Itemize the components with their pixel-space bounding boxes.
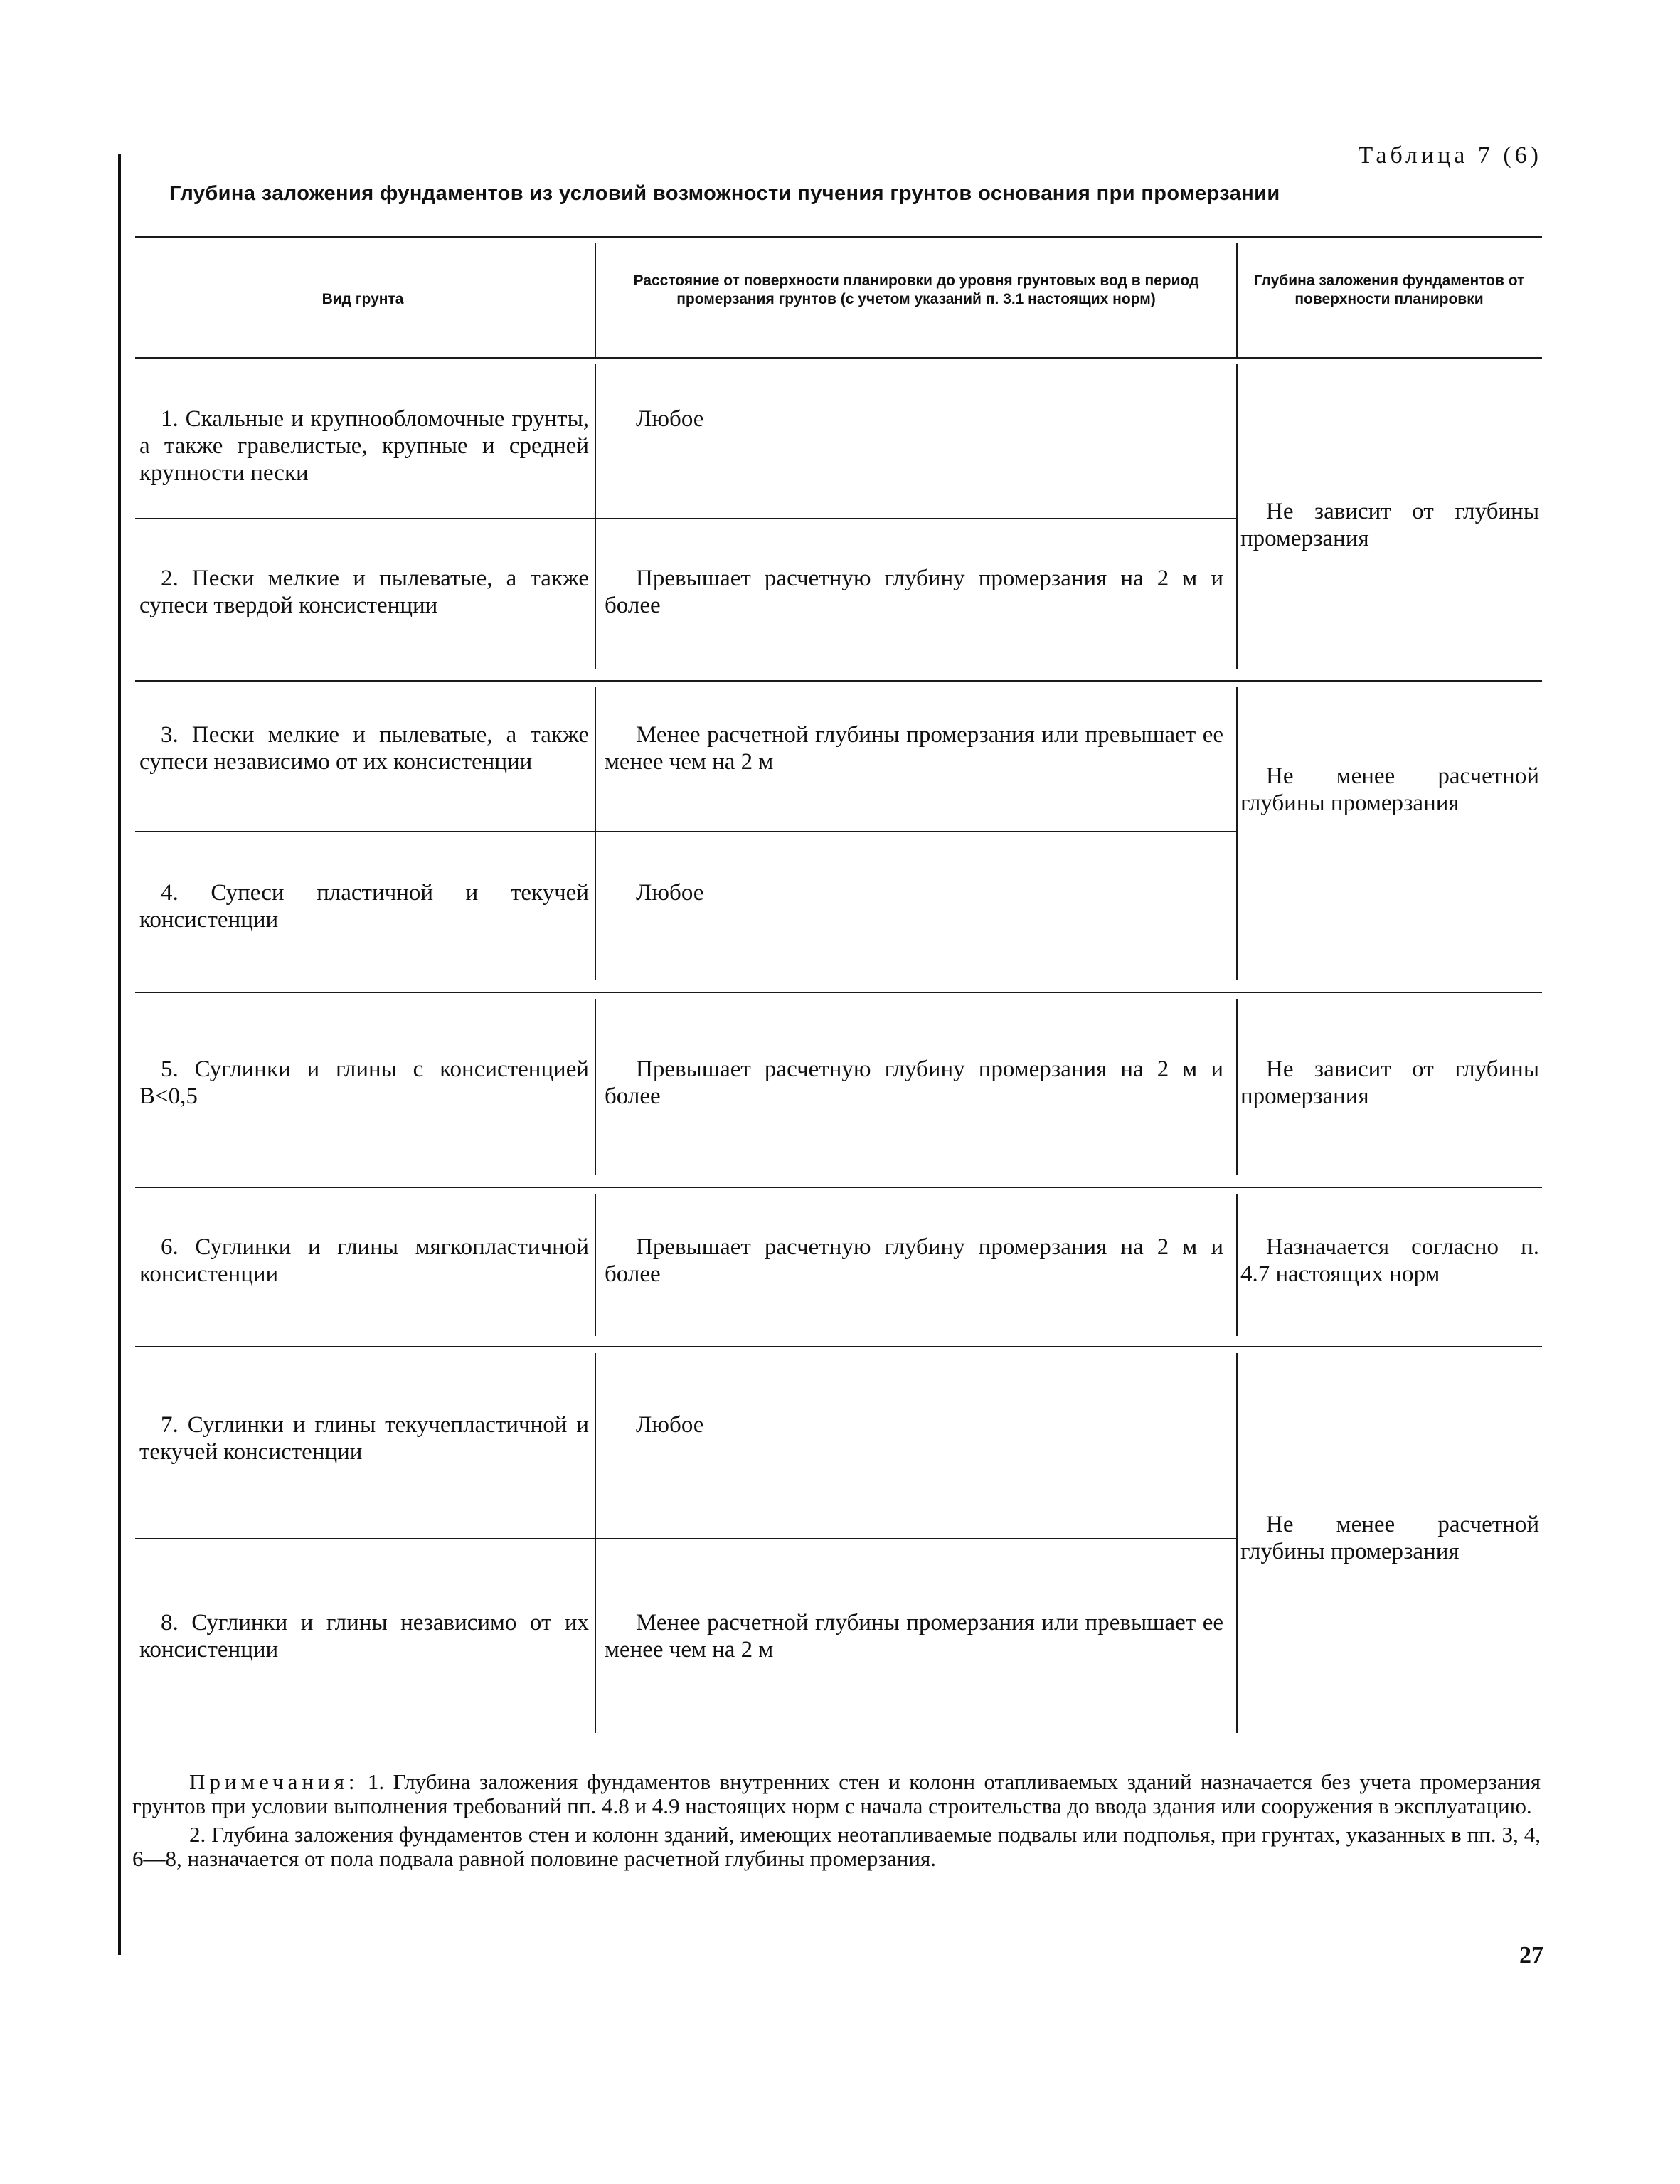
soil-type-cell: 8. Суглинки и глины независимо от их консистенции (139, 1610, 589, 1663)
header-col-divider-1 (595, 243, 596, 357)
header-water-distance: Расстояние от поверхности планировки до уровня грунтовых вод в период промерзания грунтов (с учетом указаний п. 3.1 настоящих норм) (633, 272, 1199, 307)
note-2 (132, 1823, 1541, 1871)
row-rule (135, 1346, 1542, 1347)
col-divider-2 (1236, 687, 1238, 980)
water-distance-cell: Любое (636, 406, 704, 432)
col-divider-1 (595, 1353, 596, 1733)
page-number: 27 (1519, 1942, 1543, 1968)
water-distance-cell: Превышает расчетную глубину промерзания на 2 м и более (605, 1056, 1223, 1109)
water-distance-cell: Превышает расчетную глубину промерзания на 2 м и более (605, 1234, 1223, 1287)
col-divider-1 (595, 364, 596, 669)
notes (132, 1770, 1541, 1871)
water-distance-cell: Менее расчетной глубины промерзания или превышает ее менее чем на 2 м (605, 1610, 1223, 1663)
row-rule (135, 518, 1236, 519)
soil-type-cell: 6. Суглинки и глины мягкопластичной консистенции (139, 1234, 589, 1287)
col-divider-2 (1236, 364, 1238, 669)
note-2-text: 2. Глубина заложения фундаментов стен и колонн зданий, имеющих неотапливаемые подвалы или подполья, при грунтах, указанных в пп. 3, 4, 6—8, назначается от пола подвала равной половине расчетной глубины промерзания. (132, 1822, 1541, 1871)
row-rule (135, 831, 1236, 832)
notes-label: Примечания: (189, 1769, 359, 1794)
header-col-divider-2 (1236, 243, 1238, 357)
foundation-depth-cell: Назначается согласно п. 4.7 настоящих норм (1240, 1234, 1539, 1287)
water-distance-cell: Превышает расчетную глубину промерзания на 2 м и более (605, 566, 1223, 618)
table-title: Глубина заложения фундаментов из условий возможности пучения грунтов основания при промерзании (169, 182, 1280, 205)
row-rule (135, 680, 1542, 682)
margin-bar (118, 154, 121, 1955)
soil-type-cell: 5. Суглинки и глины с консистенцией B<0,5 (139, 1056, 589, 1109)
water-distance-cell: Менее расчетной глубины промерзания или превышает ее менее чем на 2 м (605, 722, 1223, 775)
col-divider-2 (1236, 1353, 1238, 1733)
foundation-depth-cell: Не зависит от глубины промерзания (1240, 499, 1539, 551)
header-bottom-rule (135, 357, 1542, 359)
header-foundation-depth: Глубина заложения фундаментов от поверхности планировки (1253, 272, 1525, 307)
row-rule (135, 992, 1542, 993)
foundation-depth-cell: Не менее расчетной глубины промерзания (1240, 763, 1539, 816)
soil-type-cell: 1. Скальные и крупнообломочные грунты, а также гравелистые, крупные и средней крупности пески (139, 406, 589, 486)
col-divider-1 (595, 687, 596, 980)
table-number: Таблица 7 (6) (1358, 142, 1542, 169)
soil-type-cell: 3. Пески мелкие и пылеватые, а также супеси независимо от их консистенции (139, 722, 589, 775)
soil-type-cell: 2. Пески мелкие и пылеватые, а также супеси твердой консистенции (139, 566, 589, 618)
soil-type-cell: 7. Суглинки и глины текучепластичной и текучей консистенции (139, 1412, 589, 1465)
col-divider-2 (1236, 999, 1238, 1175)
foundation-depth-cell: Не зависит от глубины промерзания (1240, 1056, 1539, 1109)
water-distance-cell: Любое (636, 880, 704, 906)
water-distance-cell: Любое (636, 1412, 704, 1438)
note-1-text: 1. Глубина заложения фундаментов внутренних стен и колонн отапливаемых зданий назначается без учета промерзания грунтов при условии выполнения требований пп. 4.8 и 4.9 настоящих норм с начала строительства до ввода здания или сооружения в эксплуатацию. (132, 1769, 1541, 1818)
col-divider-1 (595, 1194, 596, 1336)
col-divider-2 (1236, 1194, 1238, 1336)
soil-type-cell: 4. Супеси пластичной и текучей консистенции (139, 880, 589, 933)
table-top-rule (135, 236, 1542, 238)
row-rule (135, 1538, 1236, 1539)
note-1 (132, 1770, 1541, 1818)
header-soil-type: Вид грунта (321, 291, 404, 307)
foundation-depth-cell: Не менее расчетной глубины промерзания (1240, 1512, 1539, 1564)
row-rule (135, 1187, 1542, 1188)
col-divider-1 (595, 999, 596, 1175)
